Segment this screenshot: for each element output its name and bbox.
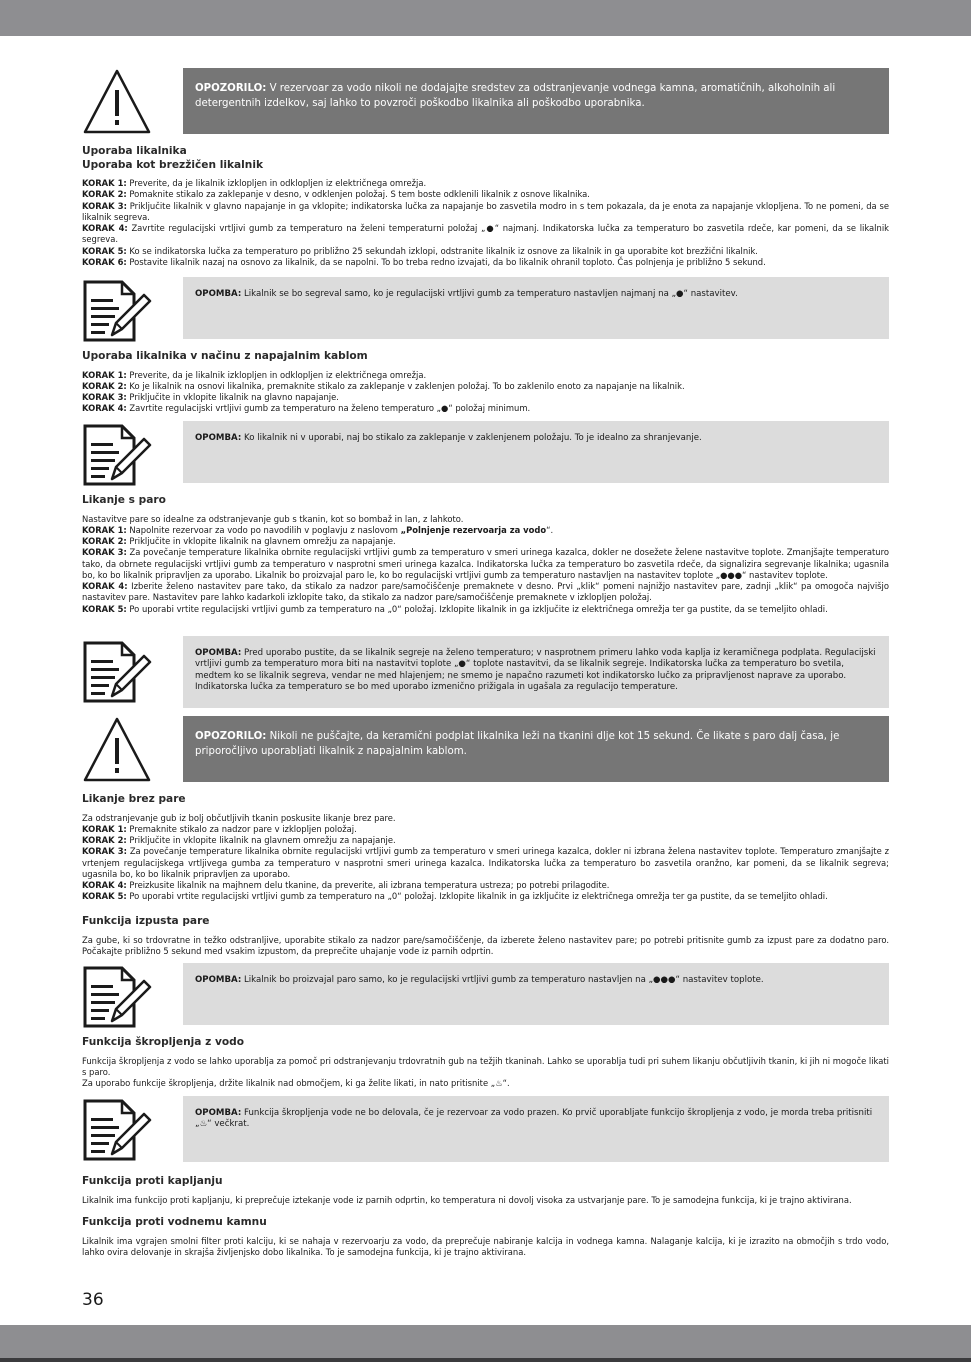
intro-text: Nastavitve pare so idealne za odstranjevanje gub s tkanin, kot so bombaž in lan, z lahkoto. xyxy=(82,513,464,524)
step: KORAK 3: Za povečanje temperature likalnika obrnite regulacijski vrtljivi gumb za temperaturo v smeri urinega kazalca, dokler ni izbrana želena nastavitev toplote. Temperaturo zmanjšajte z vrtenjem regulacijskega vrtljivega gumba za temperaturo v nasprotni smeri urinega kazalca. Indikatorska lučka za temperaturo bo zasvetila oranžno, kar pomeni, da se likalnik segreva; ugasnila bo, ko bo likalnik pripravljen za uporabo. xyxy=(82,846,889,879)
note-text: Likalnik bo proizvajal paro samo, ko je regulacijski vrtljivi gumb za temperaturo nastavljen na „●●●“ nastavitev toplote. xyxy=(241,975,764,985)
section-subtitle: Uporaba kot brezžičen likalnik xyxy=(82,158,264,171)
page-number: 36 xyxy=(82,1290,104,1310)
warning-text: V rezervoar za vodo nikoli ne dodajajte sredstev za odstranjevanje vodnega kamna, aromatičnih, alkoholnih ali detergentnih izdelkov, saj lahko to povzroči poškodbo likalnika ali poškodbo uporabnika. xyxy=(195,83,836,109)
step: KORAK 4: Zavrtite regulacijski vrtljivi gumb za temperaturo na želeno temperaturo „●“ položaj minimum. xyxy=(82,403,531,414)
step: KORAK 5: Ko se indikatorska lučka za temperaturo po približno 25 sekundah izklopi, odstranite likalnik iz osnove za likalnik in ga uporabite kot brezžični likalnik. xyxy=(82,245,758,256)
note-text: Funkcija škropljenja vode ne bo delovala, če je rezervoar za vodo prazen. Ko prvič uporabljate funkcijo škropljenja z vodo, je morda treba pritisniti „♨“ večkrat. xyxy=(195,1108,873,1130)
section-anti-calc xyxy=(82,1216,889,1258)
note-callout xyxy=(82,963,889,1027)
step: KORAK 1: Preverite, da je likalnik izklopljen in odklopljen iz električnega omrežja. xyxy=(82,369,427,380)
body-text: Za uporabo funkcije škropljenja, držite likalnik nad območjem, ki ga želite likati, in nato pritisnite „♨“. xyxy=(82,1078,510,1088)
step: KORAK 1: Preverite, da je likalnik izklopljen in odklopljen iz električnega omrežja. xyxy=(82,178,427,188)
note-box xyxy=(183,421,889,483)
note-box xyxy=(183,277,889,339)
warning-label: OPOZORILO: xyxy=(195,731,267,742)
section-water-spray xyxy=(82,1036,889,1089)
warning-triangle-icon xyxy=(82,68,152,136)
step: KORAK 2: Priključite in vklopite likalnik na glavnem omrežju za napajanje. xyxy=(82,536,396,546)
section-title: Likanje brez pare xyxy=(82,793,186,805)
note-pencil-icon xyxy=(82,963,152,1031)
step: KORAK 5: Po uporabi vrtite regulacijski vrtljivi gumb za temperaturo na „0“ položaj. Izklopite likalnik in ga izključite iz električnega omrežja ter ga pustite, da se temeljito ohladi. xyxy=(82,603,828,614)
header-bar xyxy=(0,0,971,36)
section-corded xyxy=(82,350,889,415)
warning-text: Nikoli ne puščajte, da keramični podplat likalnika leži na tkanini dlje kot 15 sekund. Če likate s paro dalj časa, je priporočljivo uporabljati likalnik z napajalnim kablom. xyxy=(195,731,840,757)
intro-text: Za odstranjevanje gub iz bolj občutljivih tkanin poskusite likanje brez pare. xyxy=(82,812,396,823)
note-box xyxy=(183,963,889,1025)
note-callout xyxy=(82,421,889,485)
section-title: Funkcija proti kapljanju xyxy=(82,1175,223,1187)
body-text: Funkcija škropljenja z vodo se lahko uporablja za pomoč pri odstranjevanju trdovratnih gub na težjih tkaninah. Lahko se uporablja tudi pri suhem likanju občutljivih tkanin, ki jih ni mogoče likati s paro. xyxy=(82,1055,889,1077)
note-pencil-icon xyxy=(82,277,152,345)
note-callout xyxy=(82,1096,889,1162)
note-label: OPOMBA: xyxy=(195,289,242,299)
step: KORAK 2: Pomaknite stikalo za zaklepanje v desno, v odklenjen položaj. S tem boste odklenili likalnik z osnove likalnika. xyxy=(82,189,590,200)
section-title: Uporaba likalnika v načinu z napajalnim kablom xyxy=(82,350,368,362)
note-label: OPOMBA: xyxy=(195,648,242,658)
section-dry-ironing xyxy=(82,793,889,903)
section-title: Funkcija izpusta pare xyxy=(82,915,210,927)
note-pencil-icon xyxy=(82,421,152,489)
section-cordless xyxy=(82,145,889,268)
footer-bar xyxy=(0,1325,971,1362)
note-label: OPOMBA: xyxy=(195,975,242,985)
body-text: Likalnik ima vgrajen smolni filter proti kalciju, ki se nahaja v rezervoarju za vodo, da preprečuje nabiranje kalcija in vodnega kamna. Nalaganje kalcija, ki je izrazito na območjih s trdo vodo, lahko ovira delovanje in skrajša življenjsko dobo likalnika. To je samodejna funkcija, ki je trajno aktivirana. xyxy=(82,1235,889,1257)
note-text: Likalnik se bo segreval samo, ko je regulacijski vrtljivi gumb za temperaturo nastavljen najmanj na „●“ nastavitev. xyxy=(241,289,738,299)
warning-box xyxy=(183,716,889,782)
warning-callout xyxy=(82,716,889,784)
note-callout xyxy=(82,636,889,708)
warning-box xyxy=(183,68,889,134)
warning-triangle-icon xyxy=(82,716,152,784)
step: KORAK 3: Priključite likalnik v glavno napajanje in ga vklopite; indikatorska lučka za napajanje bo zasvetila modro in s tem pokazala, da je enota za napajanje vklopljena. To ne pomeni, da se likalnik segreva. xyxy=(82,200,889,222)
step: KORAK 1: Napolnite rezervoar za vodo po navodilih v poglavju z naslovom „Polnjenje rezervoarja za vodo“. xyxy=(82,524,554,535)
note-text: Pred uporabo pustite, da se likalnik segreje na želeno temperaturo; v nasprotnem primeru lahko voda kaplja iz keramičnega podplata. Regulacijski vrtljivi gumb za temperaturo mora biti na nastavitvi toplote „●“ toplote nastavitvi, da se likalnik segreje. Indikatorska lučka za temperaturo bo svetila, medtem ko se likalnik segreva, vendar ne med hlajenjem; ne smemo je napačno razumeti kot indikatorsko lučko za pripravljenost naprave za uporabo. Indikatorska lučka za temperaturo se bo med uporabo izmenično prižigala in ugašala za regulacijo temperature. xyxy=(195,648,876,692)
footer-line xyxy=(0,1358,971,1362)
step: KORAK 1: Premaknite stikalo za nadzor pare v izklopljen položaj. xyxy=(82,823,357,834)
section-title: Uporaba likalnika xyxy=(82,145,187,157)
note-text: Ko likalnik ni v uporabi, naj bo stikalo za zaklepanje v zaklenjenem položaju. To je idealno za shranjevanje. xyxy=(241,433,702,443)
note-box xyxy=(183,1096,889,1162)
step: KORAK 5: Po uporabi vrtite regulacijski vrtljivi gumb za temperaturo na „0“ položaj. Izklopite likalnik in ga izključite iz električnega omrežja ter ga pustite, da se temeljito ohladi. xyxy=(82,891,828,902)
note-label: OPOMBA: xyxy=(195,433,242,443)
step: KORAK 3: Za povečanje temperature likalnika obrnite regulacijski vrtljivi gumb za temperaturo v smeri urinega kazalca, dokler ne dosežete želene nastavitve toplote. Zmanjšajte temperaturo tako, da obrnete regulacijski vrtljivi gumb za temperaturo v nasprotni smeri urinega kazalca. Indikatorska lučka za temperaturo bo zasvetila rdeče, da signalizira segrevanje likalnika; ugasnila bo, ko bo likalnik pripravljen za uporabo. Likalnik bo proizvajal paro le, ko bo regulacijski vrtljivi gumb za temperaturo nastavljen na nastavitev toplote „●●●“ nastavitev toplote. xyxy=(82,547,889,580)
section-title: Funkcija proti vodnemu kamnu xyxy=(82,1216,267,1228)
body-text: Likalnik ima funkcijo proti kapljanju, ki preprečuje iztekanje vode iz parnih odprtin, ko temperatura ni dovolj visoka za ustvarjanje pare. To je samodejna funkcija, ki je trajno aktivirana. xyxy=(82,1194,852,1205)
warning-label: OPOZORILO: xyxy=(195,83,267,94)
body-text: Za gube, ki so trdovratne in težko odstranljive, uporabite stikalo za nadzor pare/samočiščenje, da izberete želeno nastavitev pare; po potrebi pritisnite gumb za izpust pare za dodatno paro. Počakajte približno 5 sekund med vsakim izpustom, da preprečite uhajanje vode iz parnih odprtin. xyxy=(82,934,889,956)
section-steam-ironing xyxy=(82,494,889,615)
section-steam-burst xyxy=(82,915,889,957)
step: KORAK 4: Izberite želeno nastavitev pare tako, da stikalo za nadzor pare/samočiščenje premaknete v desno. Prvi „klik“ pomeni najnižjo nastavitev pare, zadnji „klik“ pa omogoča najvišjo nastavitev pare. Nastavitev pare lahko kadarkoli izklopite tako, da stikalo za nadzor pare/samočiščenje premaknete v izklopljen položaj. xyxy=(82,581,890,603)
step: KORAK 6: Postavite likalnik nazaj na osnovo za likalnik, da se napolni. To bo treba redno izvajati, da bo likalnik ohranil toploto. Čas polnjenja je približno 5 sekund. xyxy=(82,256,766,267)
step: KORAK 3: Priključite in vklopite likalnik na glavno napajanje. xyxy=(82,392,339,402)
note-callout xyxy=(82,277,889,341)
section-title: Funkcija škropljenja z vodo xyxy=(82,1036,245,1048)
step: KORAK 2: Priključite in vklopite likalnik na glavnem omrežju za napajanje. xyxy=(82,835,396,845)
note-box xyxy=(183,636,889,708)
section-anti-drip xyxy=(82,1175,889,1206)
step: KORAK 4: Zavrtite regulacijski vrtljivi gumb za temperaturo na želeni temperaturni položaj „●“ najmanj. Indikatorska lučka za temperaturo bo zasvetila rdeče, kar pomeni, da se likalnik segreva. xyxy=(82,223,889,245)
note-pencil-icon xyxy=(82,638,152,706)
step: KORAK 4: Preizkusite likalnik na majhnem delu tkanine, da preverite, ali izbrana temperatura ustreza; po potrebi prilagodite. xyxy=(82,880,610,890)
note-label: OPOMBA: xyxy=(195,1108,242,1118)
step: KORAK 2: Ko je likalnik na osnovi likalnika, premaknite stikalo za zaklepanje v zaklenjen položaj. To bo zaklenilo enoto za napajanje na likalnik. xyxy=(82,380,685,391)
section-title: Likanje s paro xyxy=(82,494,166,506)
note-pencil-icon xyxy=(82,1096,152,1164)
warning-callout xyxy=(82,68,889,136)
